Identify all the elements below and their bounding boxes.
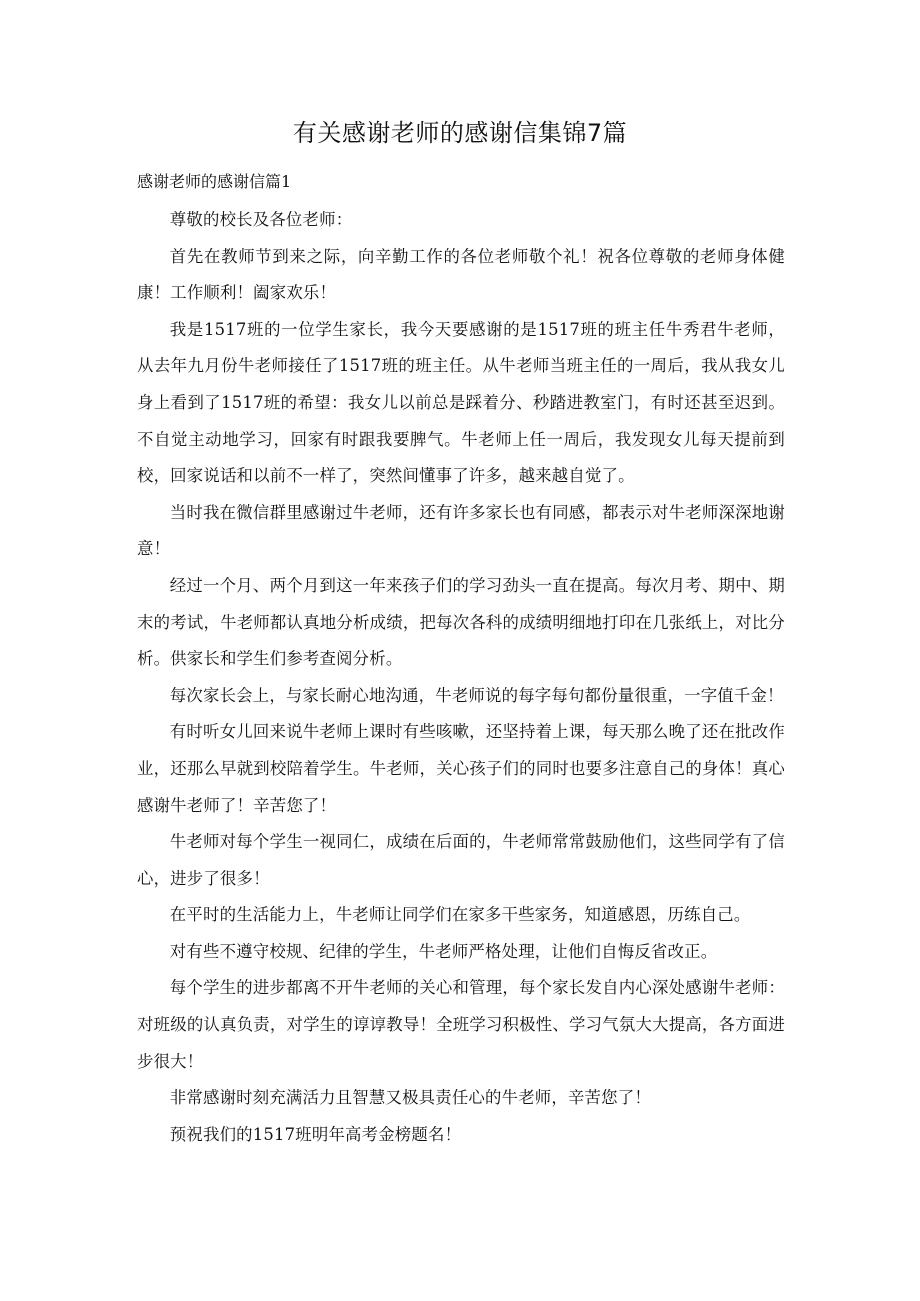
paragraph-gratitude: 非常感谢时刻充满活力且智慧又极具责任心的牛老师，辛苦您了！	[169, 1088, 651, 1108]
paragraph-life-skills: 在平时的生活能力上，牛老师让同学们在家多干些家务，知道感恩，历练自己。	[169, 905, 751, 925]
paragraph-progress: 每个学生的进步都离不开牛老师的关心和管理，每个家长发自内心深处感谢牛老师：对班级的认真负责，对学生的谆谆教导！全班学习积极性、学习气氛大大提高，各方面进步很大！	[137, 978, 785, 1071]
paragraph-exam-analysis: 经过一个月、两个月到这一年来孩子们的学习劲头一直在提高。每次月考、期中、期末的考试，牛老师都认真地分析成绩，把每次各科的成绩明细地打印在几张纸上，对比分析。供家长和学生们参考查阅分析。	[137, 575, 785, 669]
letter-body	[137, 202, 785, 1153]
paragraph-wechat-thanks: 当时我在微信群里感谢过牛老师，还有许多家长也有同感，都表示对牛老师深深地谢意！	[137, 502, 785, 559]
paragraph-discipline: 对有些不遵守校规、纪律的学生，牛老师严格处理，让他们自悔反省改正。	[169, 941, 718, 961]
paragraph-equal-treatment: 牛老师对每个学生一视同仁，成绩在后面的，牛老师常常鼓励他们，这些同学有了信心，进步了很多！	[137, 832, 785, 888]
paragraph-dedication: 有时听女儿回来说牛老师上课时有些咳嗽，还坚持着上课，每天那么晚了还在批改作业，还那么早就到校陪着学生。牛老师，关心孩子们的同时也要多注意自己的身体！真心感谢牛老师了！辛苦您了！	[137, 722, 785, 815]
paragraph-salutation: 尊敬的校长及各位老师：	[169, 210, 353, 229]
document-title: 有关感谢老师的感谢信集锦7篇	[292, 119, 628, 147]
section-title: 感谢老师的感谢信篇1	[137, 172, 292, 191]
paragraph-introduction: 我是1517班的一位学生家长，我今天要感谢的是1517班的班主任牛秀君牛老师，从去年九月份牛老师接任了1517班的班主任。从牛老师当班主任的一周后，我从我女儿身上看到了1517班的希望：我女儿以前总是踩着分、秒踏进教室门，有时还甚至迟到。不自觉主动地学习，回家有时跟我要脾气。牛老师上任一周后，我发现女儿每天提前到校，回家说话和以前不一样了，突然间懂事了许多，越来越自觉了。	[137, 319, 785, 486]
paragraph-wish: 预祝我们的1517班明年高考金榜题名！	[169, 1124, 462, 1144]
paragraph-parent-meeting: 每次家长会上，与家长耐心地沟通，牛老师说的每字每句都份量很重，一字值千金！	[169, 685, 784, 705]
paragraph-greeting: 首先在教师节到来之际，向辛勤工作的各位老师敬个礼！祝各位尊敬的老师身体健康！工作顺利！阖家欢乐！	[137, 246, 785, 303]
